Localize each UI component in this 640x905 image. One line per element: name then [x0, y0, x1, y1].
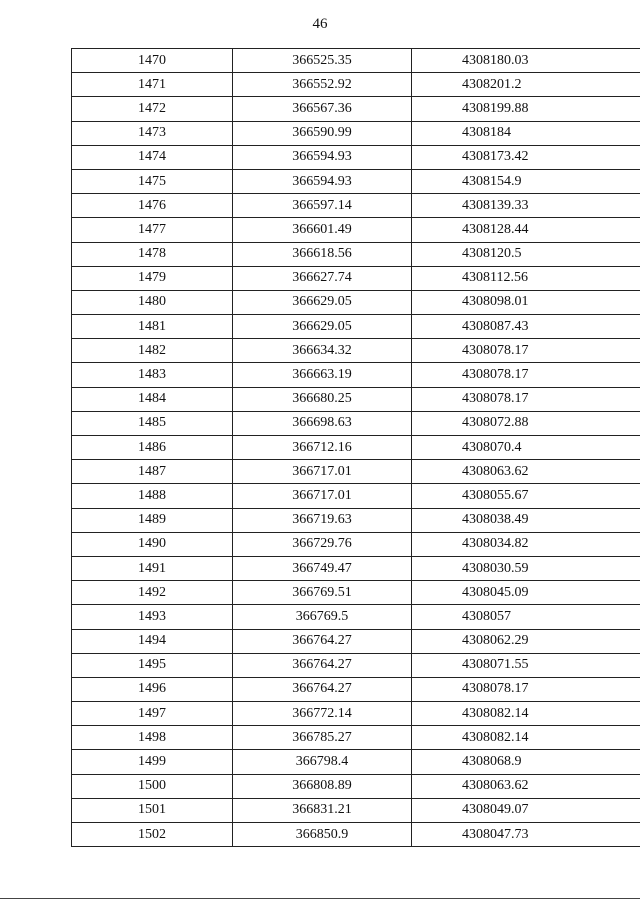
- point-number-cell: 1495: [72, 653, 233, 677]
- coordinates-table: [71, 48, 640, 847]
- table-row: [72, 653, 640, 677]
- x-coordinate-cell: 366729.76: [233, 532, 412, 556]
- table-row: [72, 194, 640, 218]
- y-coordinate-cell: 4308070.4: [412, 436, 640, 460]
- table-row: [72, 387, 640, 411]
- y-coordinate-cell: 4308173.42: [412, 145, 640, 169]
- y-coordinate-cell: 4308034.82: [412, 532, 640, 556]
- point-number-cell: 1496: [72, 677, 233, 701]
- y-coordinate-cell: 4308087.43: [412, 315, 640, 339]
- y-coordinate-cell: 4308078.17: [412, 339, 640, 363]
- y-coordinate-cell: 4308063.62: [412, 460, 640, 484]
- y-coordinate-cell: 4308078.17: [412, 363, 640, 387]
- x-coordinate-cell: 366769.5: [233, 605, 412, 629]
- table-row: [72, 823, 640, 847]
- y-coordinate-cell: 4308098.01: [412, 290, 640, 314]
- point-number-cell: 1490: [72, 532, 233, 556]
- table-row: [72, 677, 640, 701]
- x-coordinate-cell: 366552.92: [233, 73, 412, 97]
- point-number-cell: 1502: [72, 823, 233, 847]
- table-row: [72, 532, 640, 556]
- x-coordinate-cell: 366717.01: [233, 460, 412, 484]
- y-coordinate-cell: 4308047.73: [412, 823, 640, 847]
- y-coordinate-cell: 4308030.59: [412, 556, 640, 580]
- point-number-cell: 1474: [72, 145, 233, 169]
- x-coordinate-cell: 366772.14: [233, 702, 412, 726]
- point-number-cell: 1471: [72, 73, 233, 97]
- point-number-cell: 1483: [72, 363, 233, 387]
- y-coordinate-cell: 4308062.29: [412, 629, 640, 653]
- point-number-cell: 1499: [72, 750, 233, 774]
- table-row: [72, 508, 640, 532]
- y-coordinate-cell: 4308112.56: [412, 266, 640, 290]
- table-row: [72, 363, 640, 387]
- x-coordinate-cell: 366594.93: [233, 145, 412, 169]
- table-row: [72, 218, 640, 242]
- x-coordinate-cell: 366719.63: [233, 508, 412, 532]
- point-number-cell: 1492: [72, 581, 233, 605]
- y-coordinate-cell: 4308139.33: [412, 194, 640, 218]
- x-coordinate-cell: 366831.21: [233, 798, 412, 822]
- point-number-cell: 1486: [72, 436, 233, 460]
- table-row: [72, 750, 640, 774]
- point-number-cell: 1480: [72, 290, 233, 314]
- table-row: [72, 460, 640, 484]
- y-coordinate-cell: 4308072.88: [412, 411, 640, 435]
- x-coordinate-cell: 366663.19: [233, 363, 412, 387]
- point-number-cell: 1482: [72, 339, 233, 363]
- table-row: [72, 702, 640, 726]
- coordinates-table-body: [72, 49, 640, 847]
- point-number-cell: 1477: [72, 218, 233, 242]
- table-row: [72, 290, 640, 314]
- y-coordinate-cell: 4308199.88: [412, 97, 640, 121]
- point-number-cell: 1479: [72, 266, 233, 290]
- point-number-cell: 1478: [72, 242, 233, 266]
- x-coordinate-cell: 366717.01: [233, 484, 412, 508]
- table-row: [72, 339, 640, 363]
- x-coordinate-cell: 366629.05: [233, 315, 412, 339]
- table-row: [72, 605, 640, 629]
- table-row: [72, 484, 640, 508]
- x-coordinate-cell: 366764.27: [233, 653, 412, 677]
- point-number-cell: 1500: [72, 774, 233, 798]
- page-bottom-edge: [0, 898, 640, 899]
- y-coordinate-cell: 4308154.9: [412, 169, 640, 193]
- x-coordinate-cell: 366850.9: [233, 823, 412, 847]
- y-coordinate-cell: 4308068.9: [412, 750, 640, 774]
- x-coordinate-cell: 366525.35: [233, 49, 412, 73]
- point-number-cell: 1487: [72, 460, 233, 484]
- y-coordinate-cell: 4308063.62: [412, 774, 640, 798]
- y-coordinate-cell: 4308078.17: [412, 677, 640, 701]
- point-number-cell: 1476: [72, 194, 233, 218]
- table-row: [72, 556, 640, 580]
- point-number-cell: 1472: [72, 97, 233, 121]
- table-row: [72, 266, 640, 290]
- point-number-cell: 1491: [72, 556, 233, 580]
- x-coordinate-cell: 366601.49: [233, 218, 412, 242]
- table-row: [72, 774, 640, 798]
- y-coordinate-cell: 4308055.67: [412, 484, 640, 508]
- table-row: [72, 629, 640, 653]
- x-coordinate-cell: 366749.47: [233, 556, 412, 580]
- point-number-cell: 1489: [72, 508, 233, 532]
- table-row: [72, 49, 640, 73]
- table-row: [72, 73, 640, 97]
- x-coordinate-cell: 366627.74: [233, 266, 412, 290]
- point-number-cell: 1488: [72, 484, 233, 508]
- table-row: [72, 411, 640, 435]
- x-coordinate-cell: 366618.56: [233, 242, 412, 266]
- table-row: [72, 798, 640, 822]
- x-coordinate-cell: 366597.14: [233, 194, 412, 218]
- y-coordinate-cell: 4308049.07: [412, 798, 640, 822]
- table-row: [72, 242, 640, 266]
- x-coordinate-cell: 366590.99: [233, 121, 412, 145]
- table-row: [72, 97, 640, 121]
- y-coordinate-cell: 4308128.44: [412, 218, 640, 242]
- x-coordinate-cell: 366680.25: [233, 387, 412, 411]
- x-coordinate-cell: 366567.36: [233, 97, 412, 121]
- y-coordinate-cell: 4308120.5: [412, 242, 640, 266]
- x-coordinate-cell: 366764.27: [233, 629, 412, 653]
- point-number-cell: 1494: [72, 629, 233, 653]
- y-coordinate-cell: 4308071.55: [412, 653, 640, 677]
- y-coordinate-cell: 4308184: [412, 121, 640, 145]
- point-number-cell: 1501: [72, 798, 233, 822]
- table-row: [72, 145, 640, 169]
- table-row: [72, 581, 640, 605]
- x-coordinate-cell: 366769.51: [233, 581, 412, 605]
- y-coordinate-cell: 4308082.14: [412, 702, 640, 726]
- y-coordinate-cell: 4308038.49: [412, 508, 640, 532]
- point-number-cell: 1481: [72, 315, 233, 339]
- x-coordinate-cell: 366634.32: [233, 339, 412, 363]
- point-number-cell: 1473: [72, 121, 233, 145]
- point-number-cell: 1484: [72, 387, 233, 411]
- x-coordinate-cell: 366698.63: [233, 411, 412, 435]
- table-row: [72, 121, 640, 145]
- y-coordinate-cell: 4308057: [412, 605, 640, 629]
- y-coordinate-cell: 4308082.14: [412, 726, 640, 750]
- x-coordinate-cell: 366764.27: [233, 677, 412, 701]
- x-coordinate-cell: 366785.27: [233, 726, 412, 750]
- y-coordinate-cell: 4308180.03: [412, 49, 640, 73]
- point-number-cell: 1493: [72, 605, 233, 629]
- y-coordinate-cell: 4308201.2: [412, 73, 640, 97]
- table-row: [72, 315, 640, 339]
- table-row: [72, 436, 640, 460]
- point-number-cell: 1475: [72, 169, 233, 193]
- x-coordinate-cell: 366808.89: [233, 774, 412, 798]
- point-number-cell: 1497: [72, 702, 233, 726]
- table-row: [72, 726, 640, 750]
- x-coordinate-cell: 366594.93: [233, 169, 412, 193]
- x-coordinate-cell: 366798.4: [233, 750, 412, 774]
- x-coordinate-cell: 366629.05: [233, 290, 412, 314]
- page-number: 46: [312, 16, 328, 32]
- point-number-cell: 1470: [72, 49, 233, 73]
- table-row: [72, 169, 640, 193]
- y-coordinate-cell: 4308078.17: [412, 387, 640, 411]
- point-number-cell: 1485: [72, 411, 233, 435]
- point-number-cell: 1498: [72, 726, 233, 750]
- x-coordinate-cell: 366712.16: [233, 436, 412, 460]
- y-coordinate-cell: 4308045.09: [412, 581, 640, 605]
